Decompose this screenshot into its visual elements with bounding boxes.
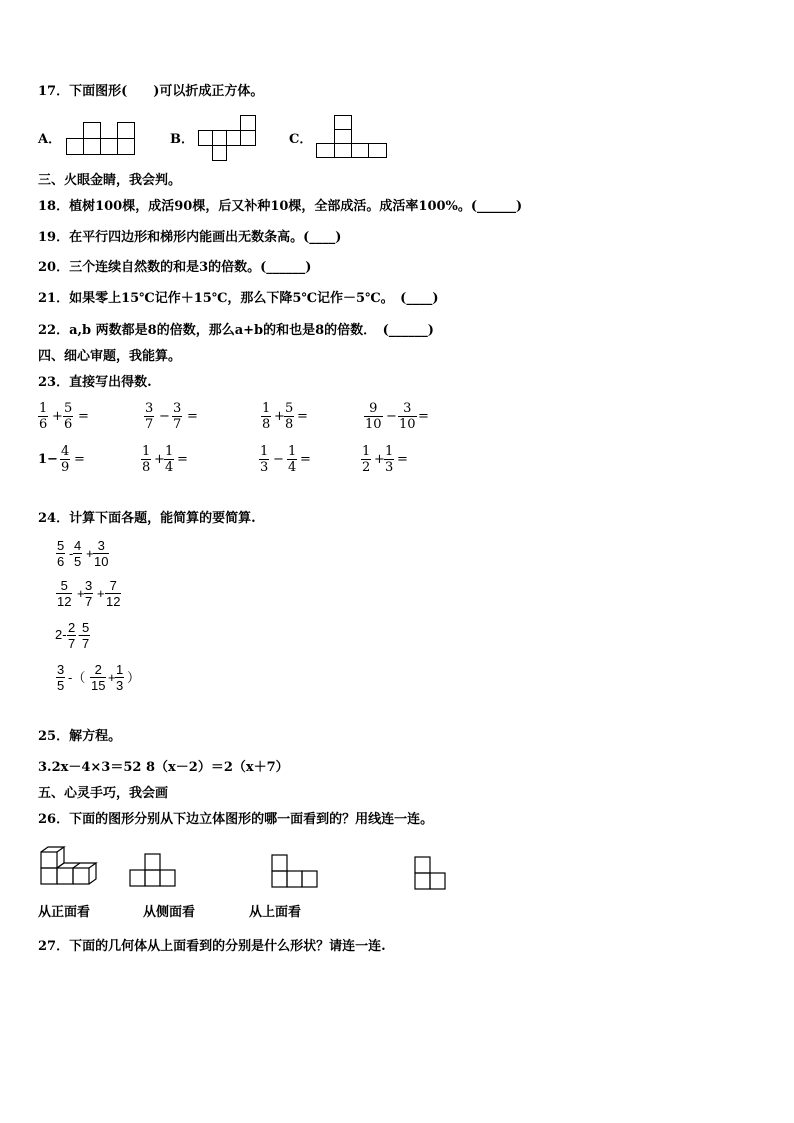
q27-text: 27．下面的几何体从上面看到的分别是什么形状？请连一连. — [38, 939, 386, 954]
q25-equation-1: 3.2x－4×3＝52 — [38, 760, 142, 775]
view-shape-2-figure — [271, 854, 321, 890]
section3-heading: 三、火眼金睛，我会判。 — [38, 173, 182, 188]
q20-text: 20．三个连续自然数的和是3的倍数。(______) — [38, 260, 312, 275]
q21-text: 21．如果零上15℃记作＋15℃，那么下降5℃记作－5℃。 (____) — [38, 291, 439, 306]
q18-text: 18．植树100棵，成活90棵，后又补种10棵，全部成活。成活率100%。(______) — [38, 199, 523, 214]
view-label-top: 从上面看 — [249, 905, 302, 920]
q17-option-b-label: B． — [170, 132, 194, 147]
q25-equation-2: 8（x－2）＝2（x＋7） — [146, 760, 289, 775]
cube-stack-3d-figure — [40, 846, 100, 888]
q25-stem: 25．解方程。 — [38, 729, 122, 744]
q17-option-a-label: A． — [38, 132, 62, 147]
net-b-figure — [198, 115, 258, 163]
net-c-figure — [316, 115, 390, 161]
q22-text: 22．a,b 两数都是8的倍数，那么a+b的和也是8的倍数． (______) — [38, 323, 434, 338]
q26-stem: 26．下面的图形分别从下边立体图形的哪一面看到的？用线连一连。 — [38, 812, 434, 827]
q19-text: 19．在平行四边形和梯形内能画出无数条高。(____) — [38, 230, 342, 245]
section5-heading: 五、心灵手巧，我会画 — [38, 786, 169, 801]
q17-option-c-label: C． — [289, 132, 313, 147]
view-label-side: 从侧面看 — [143, 905, 196, 920]
q24-stem: 24．计算下面各题，能简算的要简算. — [38, 511, 256, 526]
section4-heading: 四、细心审题，我能算。 — [38, 349, 182, 364]
q23-stem: 23．直接写出得数. — [38, 375, 152, 390]
view-shape-3-figure — [414, 856, 448, 892]
net-a-figure — [66, 122, 138, 156]
view-shape-1-figure — [129, 853, 179, 889]
view-label-front: 从正面看 — [38, 905, 91, 920]
q17-stem: 17．下面图形( )可以折成正方体。 — [38, 84, 264, 99]
